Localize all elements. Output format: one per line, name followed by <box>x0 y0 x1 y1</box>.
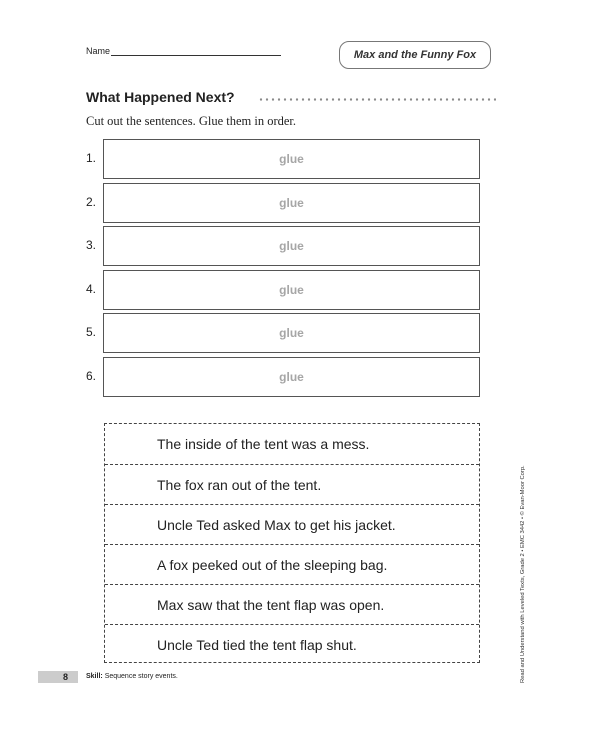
skill-note <box>86 672 178 682</box>
glue-row-3 <box>86 226 480 266</box>
instructions: Cut out the sentences. Glue them in order. <box>86 114 297 128</box>
glue-row-4 <box>86 270 480 310</box>
sentence-strip-5[interactable]: Max saw that the tent flap was open. <box>105 584 479 624</box>
glue-number: 2. <box>86 195 97 209</box>
glue-box[interactable]: glue <box>103 270 480 310</box>
glue-number: 6. <box>86 369 97 383</box>
sentence-strip-4[interactable]: A fox peeked out of the sleeping bag. <box>105 544 479 584</box>
activity-title: What Happened Next? <box>86 89 235 105</box>
glue-box[interactable]: glue <box>103 139 480 179</box>
name-row <box>86 46 281 56</box>
skill-label: Skill: <box>86 673 103 680</box>
glue-box[interactable]: glue <box>103 183 480 223</box>
sentence-strip-1[interactable]: The inside of the tent was a mess. <box>157 436 370 452</box>
glue-box[interactable]: glue <box>103 226 480 266</box>
glue-row-1 <box>86 139 480 179</box>
cut-out-sentences <box>104 423 480 663</box>
sentence-strip-2[interactable]: The fox ran out of the tent. <box>105 464 479 504</box>
name-line[interactable] <box>111 46 281 56</box>
glue-box[interactable]: glue <box>103 313 480 353</box>
story-title-badge: Max and the Funny Fox <box>339 41 491 69</box>
page-number-bar <box>38 671 78 683</box>
skill-text: Sequence story events. <box>104 673 178 680</box>
glue-number: 1. <box>86 151 97 165</box>
glue-row-2 <box>86 183 480 223</box>
title-dots-divider <box>258 98 496 101</box>
glue-box[interactable]: glue <box>103 357 480 397</box>
glue-number: 4. <box>86 282 97 296</box>
page-number: 8 <box>63 672 69 682</box>
glue-row-6 <box>86 357 480 397</box>
sentence-strip-3[interactable]: Uncle Ted asked Max to get his jacket. <box>105 504 479 544</box>
glue-number: 3. <box>86 238 97 252</box>
side-credit: Read and Understand with Leveled Texts, Grade 2 • EMC 3442 • © Evan-Moor Corp. <box>520 465 526 683</box>
glue-row-5 <box>86 313 480 353</box>
sentence-strip-6[interactable]: Uncle Ted tied the tent flap shut. <box>105 624 479 664</box>
glue-number: 5. <box>86 325 97 339</box>
name-label: Name <box>86 46 111 56</box>
